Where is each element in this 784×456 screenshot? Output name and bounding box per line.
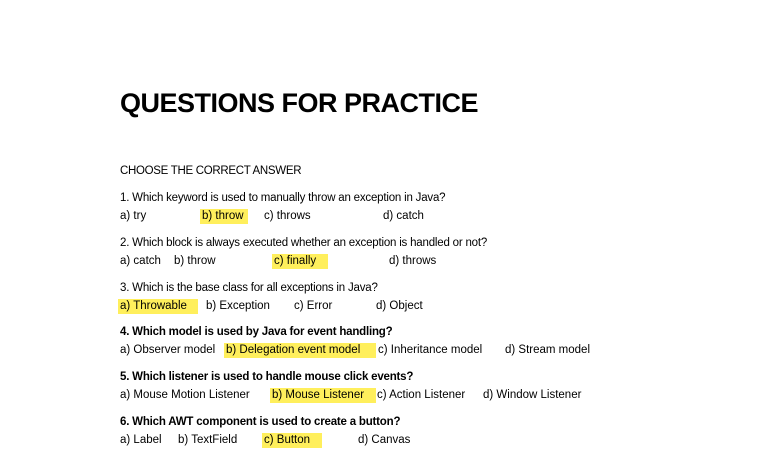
question-3 [120,282,760,322]
question-text: 2. Which block is always executed whether an exception is handled or not? [120,237,488,249]
option-b: b) throw [200,209,248,224]
question-6 [120,416,760,456]
option-c: c) Inheritance model [378,344,483,356]
option-c: c) Button [262,433,322,448]
option-c: c) Action Listener [377,389,466,401]
option-b: b) Mouse Listener [270,388,376,403]
options-row [120,388,784,404]
option-d: d) catch [383,210,424,222]
option-d: d) Canvas [358,434,411,446]
question-text: 4. Which model is used by Java for event handling? [120,326,393,338]
option-b: b) TextField [178,434,238,446]
question-text: 1. Which keyword is used to manually throw an exception in Java? [120,192,446,204]
options-row [120,299,784,315]
option-c: c) finally [272,254,328,269]
option-a: a) Observer model [120,344,216,356]
question-4 [120,326,760,366]
option-d: d) Window Listener [483,389,582,401]
option-a: a) Mouse Motion Listener [120,389,250,401]
page-title: QUESTIONS FOR PRACTICE [120,88,479,118]
option-a: a) Label [120,434,162,446]
section-subtitle: CHOOSE THE CORRECT ANSWER [120,165,302,177]
option-b: b) Delegation event model [224,343,376,358]
option-a: a) catch [120,255,161,267]
option-a: a) try [120,210,147,222]
question-text: 3. Which is the base class for all exceptions in Java? [120,282,378,294]
option-c: c) throws [264,210,311,222]
option-d: d) Object [376,300,423,312]
question-2 [120,237,760,277]
options-row [120,343,784,359]
option-b: b) throw [174,255,216,267]
option-d: d) throws [389,255,437,267]
option-d: d) Stream model [505,344,591,356]
question-1 [120,192,760,232]
question-text: 5. Which listener is used to handle mouse click events? [120,371,414,383]
question-text: 6. Which AWT component is used to create a button? [120,416,401,428]
option-a: a) Throwable [118,299,198,314]
question-5 [120,371,760,411]
option-b: b) Exception [206,300,270,312]
options-row [120,433,784,449]
option-c: c) Error [294,300,333,312]
options-row [120,209,784,225]
options-row [120,254,784,270]
